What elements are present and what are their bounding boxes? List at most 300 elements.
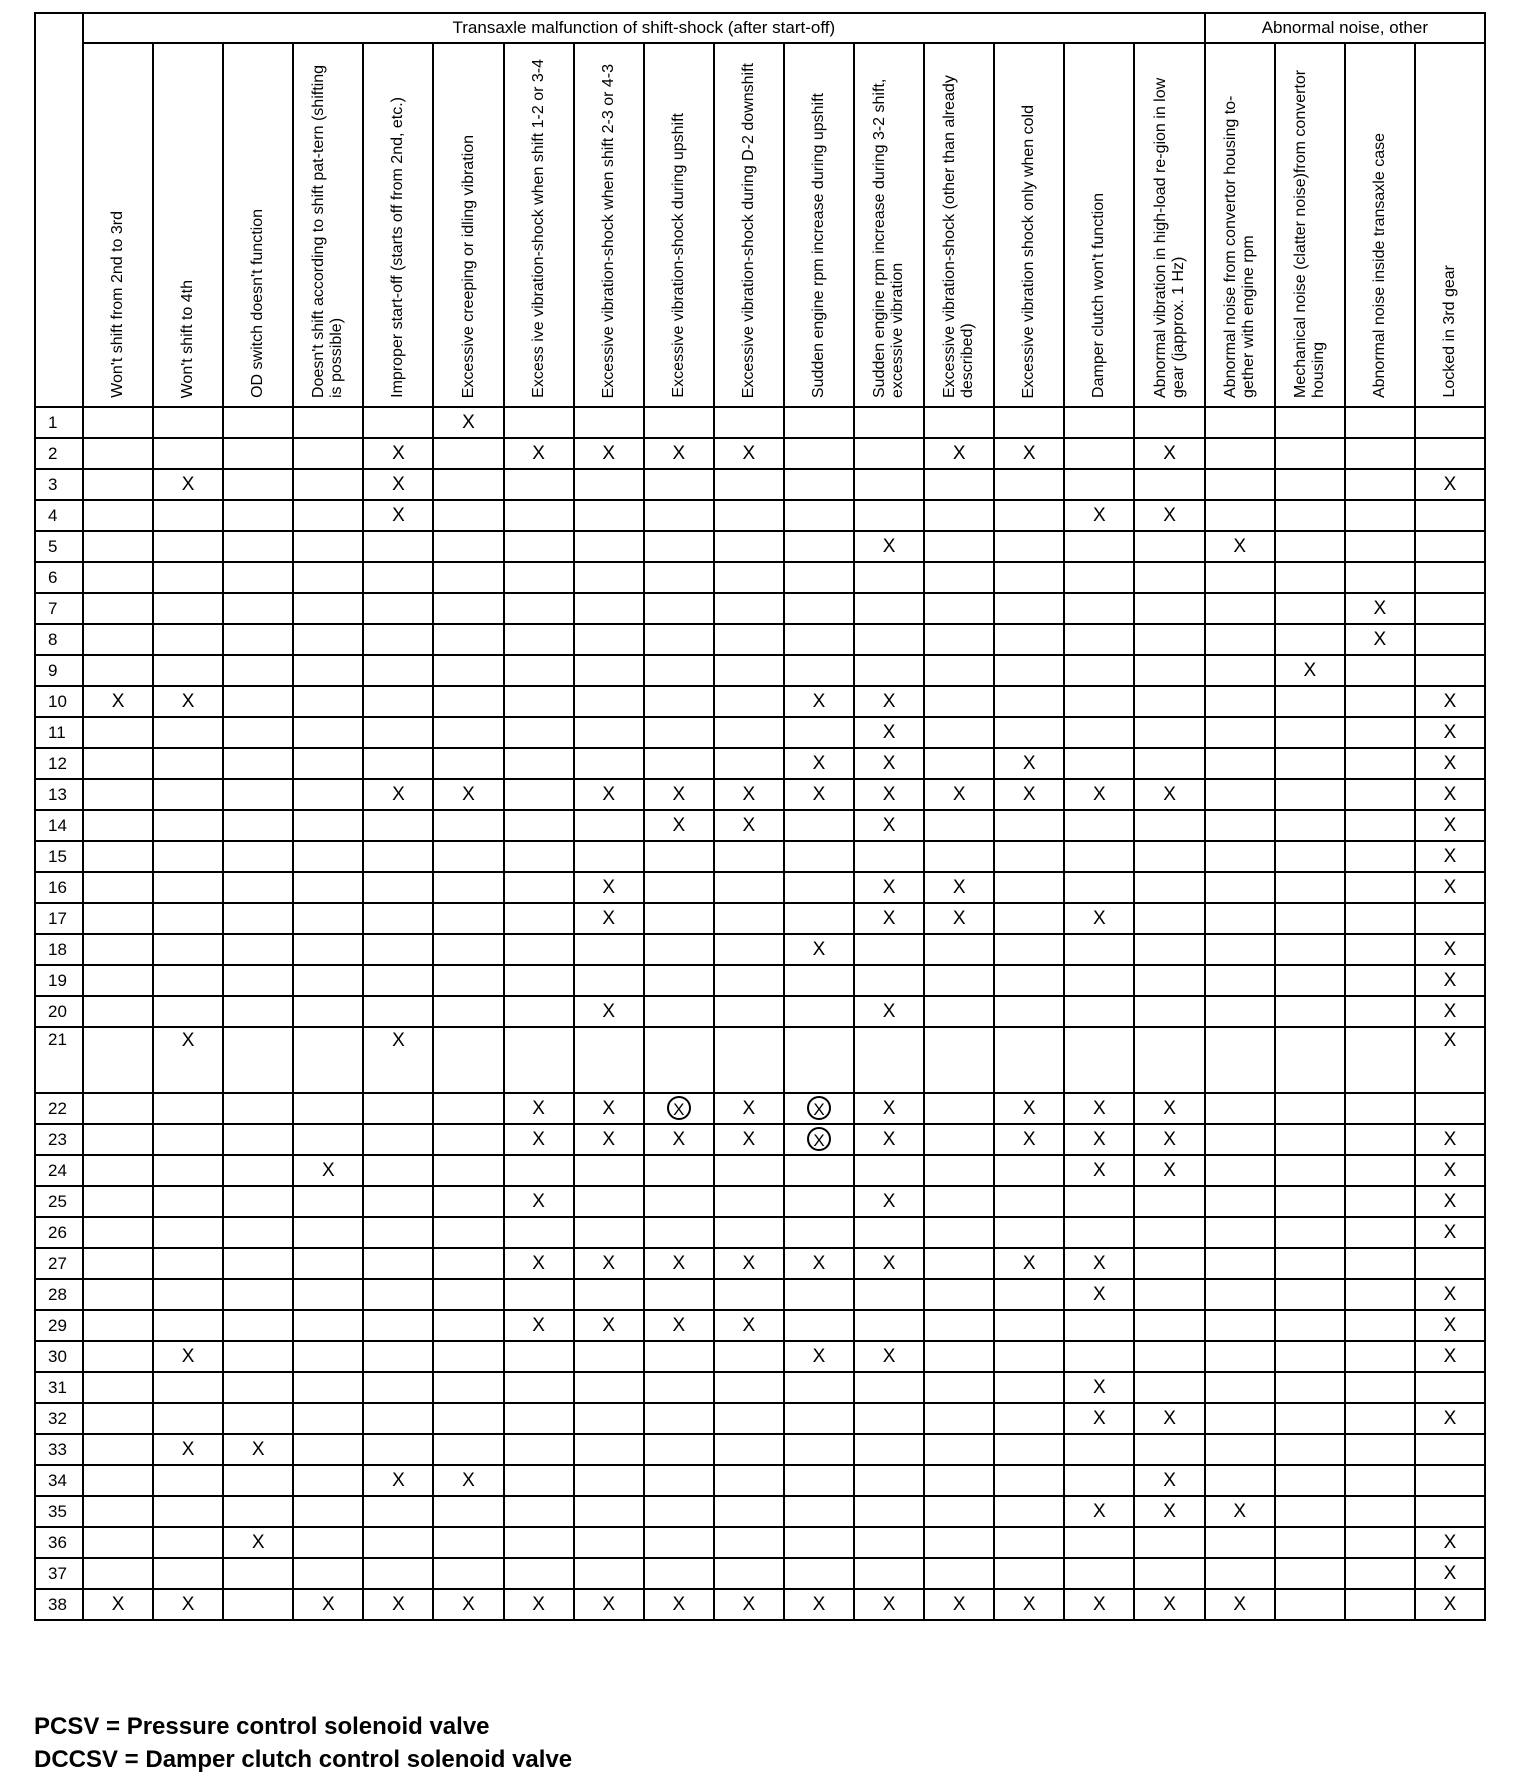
table-cell — [153, 717, 223, 748]
table-cell — [83, 1527, 153, 1558]
table-cell — [293, 1465, 363, 1496]
table-cell: X — [784, 1248, 854, 1279]
table-cell: X — [433, 779, 503, 810]
table-row — [35, 1279, 1485, 1310]
table-cell — [1205, 686, 1275, 717]
table-row — [35, 717, 1485, 748]
table-cell — [363, 872, 433, 903]
table-cell: X — [1205, 1496, 1275, 1527]
table-cell — [1134, 965, 1204, 996]
column-header — [924, 43, 994, 407]
table-cell: X — [1064, 500, 1134, 531]
table-cell — [293, 1248, 363, 1279]
table-cell — [1275, 1279, 1345, 1310]
table-cell — [504, 1403, 574, 1434]
table-cell — [1275, 1093, 1345, 1124]
table-cell: X — [1064, 1496, 1134, 1527]
table-cell — [433, 1155, 503, 1186]
table-cell — [924, 1248, 994, 1279]
table-cell — [784, 1279, 854, 1310]
table-cell — [1275, 1124, 1345, 1155]
table-cell — [854, 407, 924, 438]
table-cell — [854, 1434, 924, 1465]
table-row — [35, 810, 1485, 841]
table-cell — [854, 841, 924, 872]
table-cell: X — [644, 438, 714, 469]
table-cell — [153, 748, 223, 779]
table-cell: X — [1134, 1155, 1204, 1186]
table-cell — [644, 1279, 714, 1310]
column-header-label: Excessive vibration shock only when cold — [1020, 104, 1038, 398]
table-cell — [1275, 624, 1345, 655]
table-cell — [433, 717, 503, 748]
legend — [34, 1710, 572, 1776]
table-cell — [1275, 1217, 1345, 1248]
table-cell — [1275, 996, 1345, 1027]
table-cell — [1134, 1310, 1204, 1341]
table-cell: X — [1415, 1589, 1485, 1620]
table-cell — [1134, 1372, 1204, 1403]
row-number: 9 — [35, 655, 83, 686]
table-cell: X — [854, 1341, 924, 1372]
table-cell — [363, 1155, 433, 1186]
table-cell — [83, 1403, 153, 1434]
table-cell — [83, 1155, 153, 1186]
table-cell — [223, 1310, 293, 1341]
column-header-label: Improper start-off (starts off from 2nd, etc.) — [389, 97, 407, 398]
table-cell — [153, 1496, 223, 1527]
table-cell — [83, 1093, 153, 1124]
row-number: 16 — [35, 872, 83, 903]
table-cell — [714, 593, 784, 624]
table-row — [35, 996, 1485, 1027]
table-cell — [1275, 779, 1345, 810]
table-cell — [1345, 1027, 1415, 1093]
table-cell — [924, 1465, 994, 1496]
table-cell — [1134, 686, 1204, 717]
table-cell — [433, 1027, 503, 1093]
table-cell: X — [433, 407, 503, 438]
table-cell — [784, 469, 854, 500]
table-cell — [433, 655, 503, 686]
table-cell — [924, 686, 994, 717]
table-cell — [1134, 1341, 1204, 1372]
row-number: 7 — [35, 593, 83, 624]
table-row — [35, 1589, 1485, 1620]
table-cell — [433, 1248, 503, 1279]
table-cell — [433, 965, 503, 996]
table-cell: X — [504, 1186, 574, 1217]
table-cell — [363, 903, 433, 934]
group-header-row — [35, 13, 1485, 43]
table-cell — [1134, 562, 1204, 593]
table-cell: X — [1415, 1403, 1485, 1434]
column-header — [644, 43, 714, 407]
table-cell — [293, 1027, 363, 1093]
table-cell — [504, 965, 574, 996]
row-number: 13 — [35, 779, 83, 810]
table-cell — [644, 1217, 714, 1248]
table-cell — [83, 1124, 153, 1155]
table-cell: X — [83, 686, 153, 717]
table-cell — [854, 1558, 924, 1589]
table-cell — [504, 748, 574, 779]
table-cell: X — [504, 1124, 574, 1155]
table-cell — [1345, 1217, 1415, 1248]
table-cell — [1205, 1372, 1275, 1403]
table-cell — [574, 1496, 644, 1527]
table-cell — [1275, 1527, 1345, 1558]
table-cell — [924, 1372, 994, 1403]
table-cell — [504, 810, 574, 841]
column-header — [854, 43, 924, 407]
table-cell — [1415, 1372, 1485, 1403]
table-cell — [924, 624, 994, 655]
table-cell — [1064, 965, 1134, 996]
table-cell — [433, 1310, 503, 1341]
circled-x-mark: X — [807, 1127, 831, 1151]
table-cell — [83, 779, 153, 810]
table-cell — [1064, 934, 1134, 965]
row-number: 26 — [35, 1217, 83, 1248]
table-cell — [1205, 655, 1275, 686]
table-cell: X — [574, 779, 644, 810]
group-header: Abnormal noise, other — [1205, 13, 1485, 43]
table-cell — [83, 717, 153, 748]
table-cell — [1345, 407, 1415, 438]
table-cell — [784, 810, 854, 841]
table-cell — [714, 686, 784, 717]
table-cell — [83, 407, 153, 438]
table-cell: X — [1415, 872, 1485, 903]
table-cell: X — [854, 1186, 924, 1217]
table-cell — [644, 500, 714, 531]
table-cell — [1205, 562, 1275, 593]
table-cell — [784, 1403, 854, 1434]
table-cell — [433, 996, 503, 1027]
table-cell — [1415, 624, 1485, 655]
table-cell: X — [994, 1124, 1064, 1155]
table-cell — [1134, 934, 1204, 965]
table-cell — [1275, 1434, 1345, 1465]
table-cell: X — [714, 1248, 784, 1279]
table-cell — [293, 1124, 363, 1155]
table-cell — [1345, 934, 1415, 965]
table-row — [35, 1341, 1485, 1372]
row-number: 1 — [35, 407, 83, 438]
table-cell — [363, 1279, 433, 1310]
table-cell — [1275, 469, 1345, 500]
table-cell — [1415, 1434, 1485, 1465]
table-row — [35, 748, 1485, 779]
table-cell — [1415, 531, 1485, 562]
table-cell — [1134, 593, 1204, 624]
table-cell — [994, 407, 1064, 438]
table-cell — [223, 469, 293, 500]
table-cell — [854, 593, 924, 624]
table-cell — [1275, 407, 1345, 438]
table-cell — [854, 1155, 924, 1186]
table-cell — [714, 996, 784, 1027]
table-cell — [574, 593, 644, 624]
table-cell — [574, 1186, 644, 1217]
table-cell — [1345, 872, 1415, 903]
table-cell: X — [363, 779, 433, 810]
table-cell — [153, 593, 223, 624]
table-cell — [1415, 1496, 1485, 1527]
table-cell — [1064, 1558, 1134, 1589]
table-cell: X — [1415, 469, 1485, 500]
table-cell — [784, 655, 854, 686]
table-cell: X — [363, 1027, 433, 1093]
column-header-label: Excessive vibration-shock when shift 2-3 or 4-3 — [599, 63, 617, 398]
table-cell — [714, 1341, 784, 1372]
table-cell — [433, 1124, 503, 1155]
table-cell — [1064, 531, 1134, 562]
table-cell: X — [644, 1589, 714, 1620]
table-cell — [854, 1372, 924, 1403]
table-cell — [994, 469, 1064, 500]
table-cell — [433, 1217, 503, 1248]
table-cell: X — [433, 1589, 503, 1620]
table-cell — [784, 562, 854, 593]
table-cell — [1415, 438, 1485, 469]
table-cell — [83, 624, 153, 655]
table-cell — [714, 1155, 784, 1186]
table-cell — [1275, 810, 1345, 841]
table-row — [35, 872, 1485, 903]
table-row — [35, 779, 1485, 810]
table-cell — [644, 1403, 714, 1434]
table-cell — [574, 965, 644, 996]
column-header-label: Sudden engine rpm increase during 3-2 shift, excessive vibration — [871, 78, 907, 398]
row-number: 38 — [35, 1589, 83, 1620]
table-cell — [574, 407, 644, 438]
legend-dccsv: DCCSV = Damper clutch control solenoid valve — [34, 1746, 573, 1773]
table-cell — [994, 1217, 1064, 1248]
table-cell: X — [1415, 1027, 1485, 1093]
table-cell — [574, 1279, 644, 1310]
table-cell — [924, 531, 994, 562]
table-cell — [574, 841, 644, 872]
table-cell: X — [644, 810, 714, 841]
column-header — [784, 43, 854, 407]
table-cell — [714, 1217, 784, 1248]
table-cell — [363, 934, 433, 965]
column-header-label: Won't shift from 2nd to 3rd — [109, 211, 127, 398]
table-cell — [433, 1093, 503, 1124]
table-cell — [153, 438, 223, 469]
row-number: 32 — [35, 1403, 83, 1434]
row-number: 10 — [35, 686, 83, 717]
table-cell — [223, 717, 293, 748]
table-cell: X — [1415, 748, 1485, 779]
table-cell — [994, 1155, 1064, 1186]
table-cell — [153, 872, 223, 903]
table-cell — [994, 965, 1064, 996]
table-cell — [293, 593, 363, 624]
table-cell — [574, 717, 644, 748]
table-cell — [223, 407, 293, 438]
table-cell — [153, 407, 223, 438]
table-cell — [854, 624, 924, 655]
column-header-label: Excess ive vibration-shock when shift 1-2 or 3-4 — [529, 59, 547, 398]
column-header-label: Excessive vibration-shock during upshift — [669, 113, 687, 398]
table-cell — [714, 1372, 784, 1403]
table-cell: X — [1345, 593, 1415, 624]
table-cell — [924, 469, 994, 500]
table-row — [35, 841, 1485, 872]
table-cell: X — [714, 779, 784, 810]
table-cell: X — [1064, 1372, 1134, 1403]
table-cell — [784, 1465, 854, 1496]
table-cell: X — [994, 1093, 1064, 1124]
table-cell — [714, 872, 784, 903]
table-cell — [223, 965, 293, 996]
table-cell — [854, 1496, 924, 1527]
table-cell — [1064, 996, 1134, 1027]
table-cell: X — [1415, 996, 1485, 1027]
table-cell — [924, 1279, 994, 1310]
table-cell — [83, 841, 153, 872]
table-cell — [784, 996, 854, 1027]
table-cell: X — [854, 872, 924, 903]
table-cell — [83, 1248, 153, 1279]
table-cell — [784, 593, 854, 624]
table-cell — [363, 996, 433, 1027]
table-cell — [363, 1310, 433, 1341]
table-cell — [854, 1217, 924, 1248]
table-cell — [1275, 1465, 1345, 1496]
table-cell — [574, 1465, 644, 1496]
table-cell — [924, 1124, 994, 1155]
table-cell — [1205, 1027, 1275, 1093]
table-cell — [293, 438, 363, 469]
table-cell: X — [223, 1527, 293, 1558]
table-cell: X — [1415, 1186, 1485, 1217]
table-cell — [1275, 1248, 1345, 1279]
table-cell — [1415, 1465, 1485, 1496]
table-cell — [644, 748, 714, 779]
table-cell — [223, 872, 293, 903]
table-cell — [714, 934, 784, 965]
table-cell — [644, 1527, 714, 1558]
table-cell — [153, 1372, 223, 1403]
table-cell — [924, 1558, 994, 1589]
table-cell — [223, 996, 293, 1027]
table-cell — [153, 934, 223, 965]
table-cell — [293, 1279, 363, 1310]
table-cell — [994, 1027, 1064, 1093]
table-cell — [1345, 1403, 1415, 1434]
table-cell — [714, 1186, 784, 1217]
table-cell — [1415, 407, 1485, 438]
table-cell — [574, 1527, 644, 1558]
table-cell — [924, 500, 994, 531]
table-cell — [644, 1341, 714, 1372]
table-row — [35, 934, 1485, 965]
table-cell — [153, 996, 223, 1027]
table-cell: X — [924, 903, 994, 934]
row-number: 27 — [35, 1248, 83, 1279]
table-cell — [223, 655, 293, 686]
table-cell — [1275, 1027, 1345, 1093]
table-cell — [994, 872, 1064, 903]
table-cell — [83, 1341, 153, 1372]
table-cell — [1134, 841, 1204, 872]
table-cell — [433, 593, 503, 624]
table-cell — [153, 1093, 223, 1124]
table-cell — [1275, 438, 1345, 469]
table-cell — [924, 1496, 994, 1527]
table-cell — [223, 624, 293, 655]
table-cell — [1205, 748, 1275, 779]
table-cell — [83, 1027, 153, 1093]
table-cell — [1275, 1496, 1345, 1527]
table-cell — [1205, 1093, 1275, 1124]
table-cell — [1205, 872, 1275, 903]
table-row — [35, 1403, 1485, 1434]
table-cell: X — [994, 779, 1064, 810]
table-row — [35, 1155, 1485, 1186]
column-header-label: Excessive creeping or idling vibration — [459, 134, 477, 398]
column-header — [1275, 43, 1345, 407]
table-cell — [83, 438, 153, 469]
table-cell — [1345, 686, 1415, 717]
row-number: 29 — [35, 1310, 83, 1341]
table-cell — [1205, 1558, 1275, 1589]
table-cell — [784, 1155, 854, 1186]
table-cell — [574, 500, 644, 531]
table-cell — [644, 841, 714, 872]
table-cell — [504, 1434, 574, 1465]
table-cell — [223, 1465, 293, 1496]
table-cell — [433, 438, 503, 469]
table-cell — [1064, 1527, 1134, 1558]
table-cell — [223, 1093, 293, 1124]
table-cell — [1415, 1093, 1485, 1124]
table-cell: X — [714, 1589, 784, 1620]
table-cell — [504, 1217, 574, 1248]
table-row — [35, 1310, 1485, 1341]
table-cell — [1205, 841, 1275, 872]
table-cell — [1064, 686, 1134, 717]
table-cell — [1415, 655, 1485, 686]
table-cell: X — [644, 1248, 714, 1279]
table-cell — [1064, 1310, 1134, 1341]
table-cell — [1345, 903, 1415, 934]
table-cell — [644, 717, 714, 748]
table-row — [35, 593, 1485, 624]
row-number: 34 — [35, 1465, 83, 1496]
table-cell: X — [433, 1465, 503, 1496]
table-cell: X — [1205, 531, 1275, 562]
row-number: 18 — [35, 934, 83, 965]
column-header — [433, 43, 503, 407]
table-cell — [714, 903, 784, 934]
table-cell — [1345, 1155, 1415, 1186]
table-row — [35, 1496, 1485, 1527]
table-cell — [153, 500, 223, 531]
table-cell — [574, 1434, 644, 1465]
table-row — [35, 1372, 1485, 1403]
table-cell: X — [994, 748, 1064, 779]
table-cell — [363, 407, 433, 438]
row-number: 8 — [35, 624, 83, 655]
table-cell — [994, 1496, 1064, 1527]
table-cell: X — [83, 1589, 153, 1620]
diagnosis-chart — [34, 12, 1484, 1621]
